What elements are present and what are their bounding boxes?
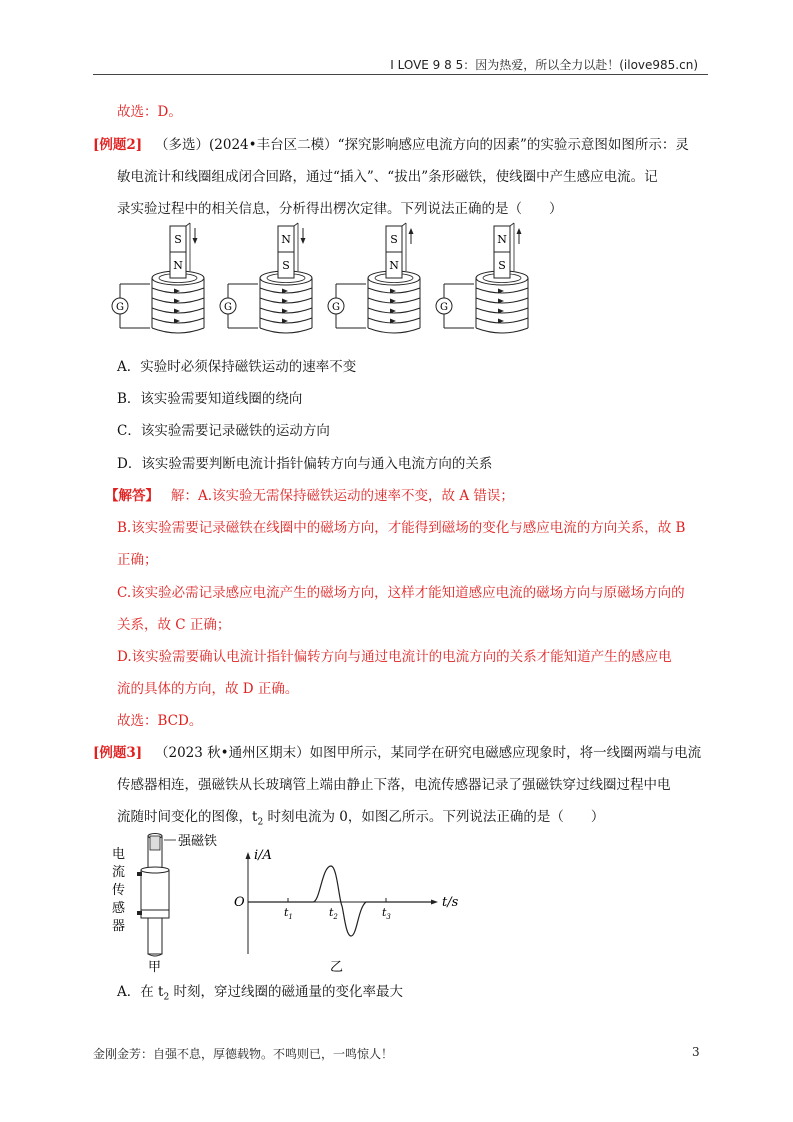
svg-text:S: S	[174, 233, 182, 246]
option-b: B．该实验需要知道线圈的绕向	[117, 391, 303, 407]
answer-line-1: 解：A.该实验无需保持磁铁运动的速率不变，故 A 错误；	[171, 488, 514, 504]
sensor-label-4: 感	[112, 901, 126, 916]
option-c: C．该实验需要记录磁铁的运动方向	[117, 423, 330, 439]
example-2-tag: [例题2]	[93, 137, 143, 153]
glass-tube	[137, 834, 176, 957]
panel-2	[220, 223, 312, 333]
svg-text:G: G	[332, 302, 340, 313]
figure-jia-label: 甲	[148, 960, 162, 975]
svg-text:N: N	[281, 233, 291, 246]
figure-yi-label: 乙	[330, 960, 344, 975]
origin-label: O	[234, 895, 245, 910]
page-number: 3	[692, 1045, 700, 1059]
current-graph	[246, 852, 439, 954]
example-3-line-2: 传感器相连，强磁铁从长玻璃管上端由静止下落，电流传感器记录了强磁铁穿过线圈过程中电	[117, 777, 671, 793]
example-2-line-2: 敏电流计和线圈组成闭合回路，通过“插入”、“拔出”条形磁铁，使线圈中产生感应电流。记	[117, 169, 658, 185]
page-header: I LOVE 9 8 5：因为热爱，所以全力以赴！(ilove985.cn)	[390, 58, 698, 72]
svg-text:S: S	[498, 259, 506, 272]
tick-t1: $t_1$	[284, 906, 293, 921]
sensor-label-3: 传	[112, 883, 126, 898]
svg-text:N: N	[173, 259, 183, 272]
footer-motto: 金刚金芳：自强不息，厚德载物。不鸣则已，一鸣惊人！	[93, 1047, 394, 1061]
tick-t3: $t_3$	[382, 906, 391, 921]
example-3-line-1: （2023 秋•通州区期末）如图甲所示，某同学在研究电磁感应现象时，将一线圈两端与电流	[155, 745, 702, 761]
option-d: D．该实验需要判断电流计指针偏转方向与通入电流方向的关系	[117, 456, 493, 472]
answer-line-8: 故选：BCD。	[117, 713, 203, 729]
example-3-line-3: 流随时间变化的图像，$t_2$ 时刻电流为 0，如图乙所示。下列说法正确的是（ ）	[117, 809, 605, 828]
x-axis-label: t/s	[442, 895, 459, 910]
example-3-option-a: A．在 $t_2$ 时刻，穿过线圈的磁通量的变化率最大	[117, 984, 403, 1003]
answer-line-6: D.该实验需要确认电流计指针偏转方向与通过电流计的电流方向的关系才能知道产生的感应电	[117, 649, 672, 665]
panel-1	[112, 223, 204, 333]
option-a: A．实验时必须保持磁铁运动的速率不变	[117, 359, 357, 375]
tick-t2: $t_2$	[329, 906, 338, 921]
panel-3	[328, 223, 420, 333]
answer-line-4: C.该实验必需记录感应电流产生的磁场方向，这样才能知道感应电流的磁场方向与原磁场方向的	[117, 585, 685, 601]
answer-line-3: 正确；	[117, 552, 158, 568]
answer-line-7: 流的具体的方向，故 D 正确。	[117, 681, 299, 697]
example-2-line-1: （多选）(2024•丰台区二模）“探究影响感应电流方向的因素”的实验示意图如图所示：灵	[155, 137, 689, 153]
y-axis-label: i/A	[254, 848, 272, 863]
magnet-label: 强磁铁	[178, 834, 218, 849]
sensor-label-1: 电	[112, 847, 126, 862]
svg-text:N: N	[497, 233, 507, 246]
panel-4	[436, 223, 528, 333]
header-rule	[93, 74, 708, 75]
example-3-tag: [例题3]	[93, 745, 143, 761]
svg-text:G: G	[440, 302, 448, 313]
magnet-coil-figure	[100, 222, 560, 342]
example-2-line-3: 录实验过程中的相关信息，分析得出楞次定律。下列说法正确的是（ ）	[117, 201, 563, 217]
answer-line-2: B.该实验需要记录磁铁在线圈中的磁场方向，才能得到磁场的变化与感应电流的方向关系，故 B	[117, 520, 686, 536]
svg-text:S: S	[282, 259, 290, 272]
svg-text:G: G	[116, 302, 124, 313]
sensor-label-5: 器	[112, 919, 126, 934]
svg-text:S: S	[390, 233, 398, 246]
answer-line-5: 关系，故 C 正确；	[117, 617, 231, 633]
answer-tag: 【解答】	[105, 488, 159, 504]
tube-and-graph-figure	[108, 826, 478, 976]
prev-answer: 故选：D。	[117, 104, 182, 120]
sensor-label-2: 流	[112, 865, 126, 880]
svg-text:N: N	[389, 259, 399, 272]
svg-text:G: G	[224, 302, 232, 313]
